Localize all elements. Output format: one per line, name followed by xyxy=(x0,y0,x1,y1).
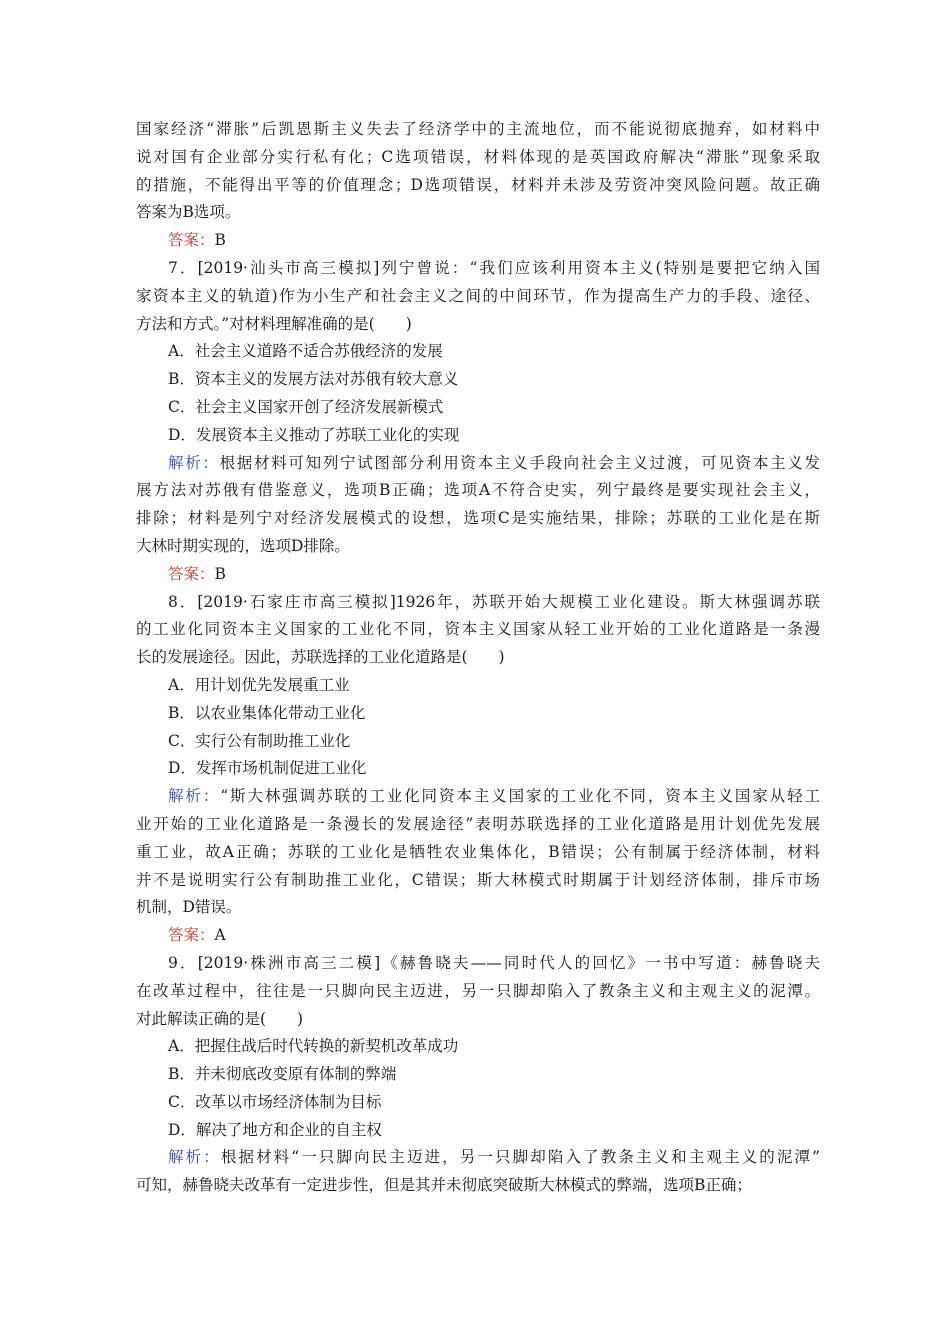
analysis-text: 展方法对苏俄有借鉴意义，选项B正确；选项A不符合史实，列宁最终是要实现社会主义， xyxy=(136,481,820,500)
text-line: 说对国有企业部分实行私有化；C选项错误，材料体现的是英国政府解决“滞胀”现象采取 xyxy=(136,147,820,166)
answer-option: A．用计划优先发展重工业 xyxy=(168,675,350,694)
text-line: 方法和方式。”对材料理解准确的是( ) xyxy=(136,314,412,333)
answer-label: 答案： xyxy=(168,231,215,250)
answer-option: B．以农业集体化带动工业化 xyxy=(168,703,366,722)
answer-line xyxy=(136,227,820,255)
answer-option: B．资本主义的发展方法对苏俄有较大意义 xyxy=(168,370,459,389)
text-line xyxy=(136,1144,820,1172)
text-line xyxy=(136,1172,820,1200)
analysis-label: 解析： xyxy=(168,787,221,806)
text-line xyxy=(136,811,820,839)
text-line: 8．[2019·石家庄市高三模拟]1926年，苏联开始大规模工业化建设。斯大林强调苏联 xyxy=(168,592,820,611)
text-line xyxy=(136,505,820,533)
text-line: 长的发展途径。因此，苏联选择的工业化道路是( ) xyxy=(136,648,505,667)
answer-line xyxy=(136,561,820,589)
text-line: 7．[2019·汕头市高三模拟]列宁曾说：“我们应该利用资本主义(特别是要把它纳入国 xyxy=(168,258,820,277)
answer-label: 答案： xyxy=(168,564,215,583)
text-line xyxy=(136,450,820,478)
text-line xyxy=(136,839,820,867)
text-line: 的工业化同资本主义国家的工业化不同，资本主义国家从轻工业开始的工业化道路是一条漫 xyxy=(136,620,820,639)
analysis-text: 可知，赫鲁晓夫改革有一定进步性，但是其并未彻底突破斯大林模式的弊端，选项B正确； xyxy=(136,1176,752,1195)
answer-option: C．改革以市场经济体制为目标 xyxy=(168,1092,382,1111)
analysis-text: 重工业，故A正确；苏联的工业化是牺牲农业集体化，B错误；公有制属于经济体制，材料 xyxy=(136,842,820,861)
text-line xyxy=(136,894,820,922)
analysis-block xyxy=(136,1144,820,1200)
text-line: 答案为B选项。 xyxy=(136,203,241,222)
answer-value: A xyxy=(214,926,226,945)
analysis-text: 根据材料可知列宁试图部分利用资本主义手段向社会主义过渡，可见资本主义发 xyxy=(219,453,820,472)
answer-label: 答案： xyxy=(168,926,215,945)
answer-value: B xyxy=(214,231,226,250)
answer-option: C．实行公有制助推工业化 xyxy=(168,731,351,750)
question-stem xyxy=(136,589,820,672)
analysis-text: “斯大林强调苏联的工业化同资本主义国家的工业化不同，资本主义国家从轻工 xyxy=(220,787,820,806)
text-line: 对此解读正确的是( ) xyxy=(136,1009,304,1028)
question-stem xyxy=(136,255,820,338)
answer-line xyxy=(136,922,820,950)
text-line xyxy=(136,867,820,895)
question-stem xyxy=(136,950,820,1033)
analysis-text: 根据材料“一只脚向民主迈进，另一只脚却陷入了教条主义和主观主义的泥潭” xyxy=(220,1148,820,1167)
text-line: 9．[2019·株洲市高三二模]《赫鲁晓夫——同时代人的回忆》一书中写道：赫鲁晓夫 xyxy=(168,953,820,972)
analysis-text: 机制，D错误。 xyxy=(136,898,242,917)
answer-option: D．发展资本主义推动了苏联工业化的实现 xyxy=(168,425,460,444)
analysis-text: 排除；材料是列宁对经济发展模式的设想，选项C是实施结果，排除；苏联的工业化是在斯 xyxy=(136,509,820,528)
text-line: 家资本主义的轨道)作为小生产和社会主义之间的中间环节，作为提高生产力的手段、途径、 xyxy=(136,286,820,305)
analysis-block xyxy=(136,783,820,922)
analysis-text: 大林时期实现的，选项D排除。 xyxy=(136,536,350,555)
answer-option: A．社会主义道路不适合苏俄经济的发展 xyxy=(168,342,443,361)
text-line xyxy=(136,533,820,561)
text-line xyxy=(136,477,820,505)
text-line xyxy=(136,783,820,811)
analysis-label: 解析： xyxy=(168,1148,221,1167)
answer-option: D．发挥市场机制促进工业化 xyxy=(168,759,367,778)
text-line: 国家经济“滞胀”后凯恩斯主义失去了经济学中的主流地位，而不能说彻底抛弃，如材料中 xyxy=(136,120,820,138)
answer-option: A．把握住战后时代转换的新契机改革成功 xyxy=(168,1037,459,1056)
answer-value: B xyxy=(214,564,226,583)
text-line: 的措施，不能得出平等的价值理念；D选项错误，材料并未涉及劳资冲突风险问题。故正确 xyxy=(136,175,820,194)
analysis-block xyxy=(136,450,820,561)
answer-option: D．解决了地方和企业的自主权 xyxy=(168,1120,382,1139)
analysis-text: 并不是说明实行公有制助推工业化，C错误；斯大林模式时期属于计划经济体制，排斥市场 xyxy=(136,870,820,889)
answer-option: B．并未彻底改变原有体制的弊端 xyxy=(168,1065,397,1084)
analysis-text: 业开始的工业化道路是一条漫长的发展途径”表明苏联选择的工业化道路是用计划优先发展 xyxy=(136,814,820,833)
text-line: 在改革过程中，往往是一只脚向民主迈进，另一只脚却陷入了教条主义和主观主义的泥潭。 xyxy=(136,981,820,1000)
analysis-label: 解析： xyxy=(168,453,220,472)
paragraph xyxy=(136,116,820,227)
answer-option: C．社会主义国家开创了经济发展新模式 xyxy=(168,397,444,416)
